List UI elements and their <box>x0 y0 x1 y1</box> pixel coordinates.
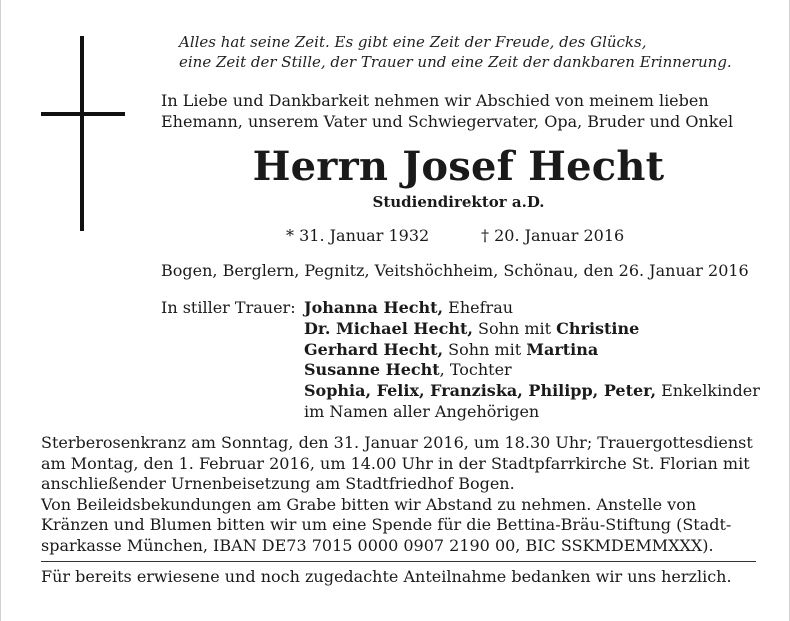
deceased-title: Studiendirektor a.D. <box>372 193 545 211</box>
cross-vertical-bar <box>80 36 84 231</box>
thanks-text: Für bereits erwiesene und noch zugedachte Anteilnahme bedanken wir uns herzlich. <box>41 567 732 586</box>
mourner-entry: Dr. Michael Hecht, Sohn mit Christine <box>304 318 640 338</box>
mourner-entry: Sophia, Felix, Franziska, Philipp, Peter, Enkelkinder <box>304 381 760 401</box>
cross-icon <box>41 36 125 231</box>
motto-quote <box>179 32 759 72</box>
mourning-label: In stiller Trauer: <box>161 298 296 317</box>
death-date: † 20. Januar 2016 <box>481 226 625 245</box>
notice-line: Von Beileidsbekundungen am Grabe bitten wir Abstand zu nehmen. Anstelle von <box>41 494 697 514</box>
birth-date: * 31. Januar 1932 <box>286 226 430 245</box>
mourner-entry: Johanna Hecht, Ehefrau <box>304 298 514 317</box>
mourner-entry: im Namen aller Angehörigen <box>304 401 540 421</box>
notice-line: Kränzen und Blumen bitten wir um eine Spende für die Bettina-Bräu-Stiftung (Stadt- <box>41 515 732 534</box>
divider <box>41 561 756 562</box>
mourners-list <box>304 298 764 423</box>
cross-horizontal-bar <box>41 112 125 116</box>
notice-text <box>41 433 756 556</box>
deceased-name: Herrn Josef Hecht <box>252 143 665 190</box>
notice-line: am Montag, den 1. Februar 2016, um 14.00 Uhr in der Stadtpfarrkirche St. Florian mit <box>41 453 750 473</box>
place-and-date: Bogen, Berglern, Pegnitz, Veitshöchheim, Schönau, den 26. Januar 2016 <box>161 261 749 280</box>
mourner-entry: Gerhard Hecht, Sohn mit Martina <box>304 339 599 359</box>
intro-line-2: Ehemann, unserem Vater und Schwiegervater, Opa, Bruder und Onkel <box>161 112 734 131</box>
intro-text <box>161 90 756 132</box>
notice-line: sparkasse München, IBAN DE73 7015 0000 0907 2190 00, BIC SSKMDEMMXXX). <box>41 535 714 555</box>
intro-line-1: In Liebe und Dankbarkeit nehmen wir Abschied von meinem lieben <box>161 91 709 110</box>
motto-line-1: Alles hat seine Zeit. Es gibt eine Zeit der Freude, des Glücks, <box>179 33 647 51</box>
notice-line: Sterberosenkranz am Sonntag, den 31. Januar 2016, um 18.30 Uhr; Trauergottesdienst <box>41 433 753 452</box>
motto-line-2: eine Zeit der Stille, der Trauer und eine Zeit der dankbaren Erinnerung. <box>179 53 732 71</box>
notice-line: anschließender Urnenbeisetzung am Stadtfriedhof Bogen. <box>41 474 515 493</box>
mourner-entry: Susanne Hecht, Tochter <box>304 360 512 380</box>
